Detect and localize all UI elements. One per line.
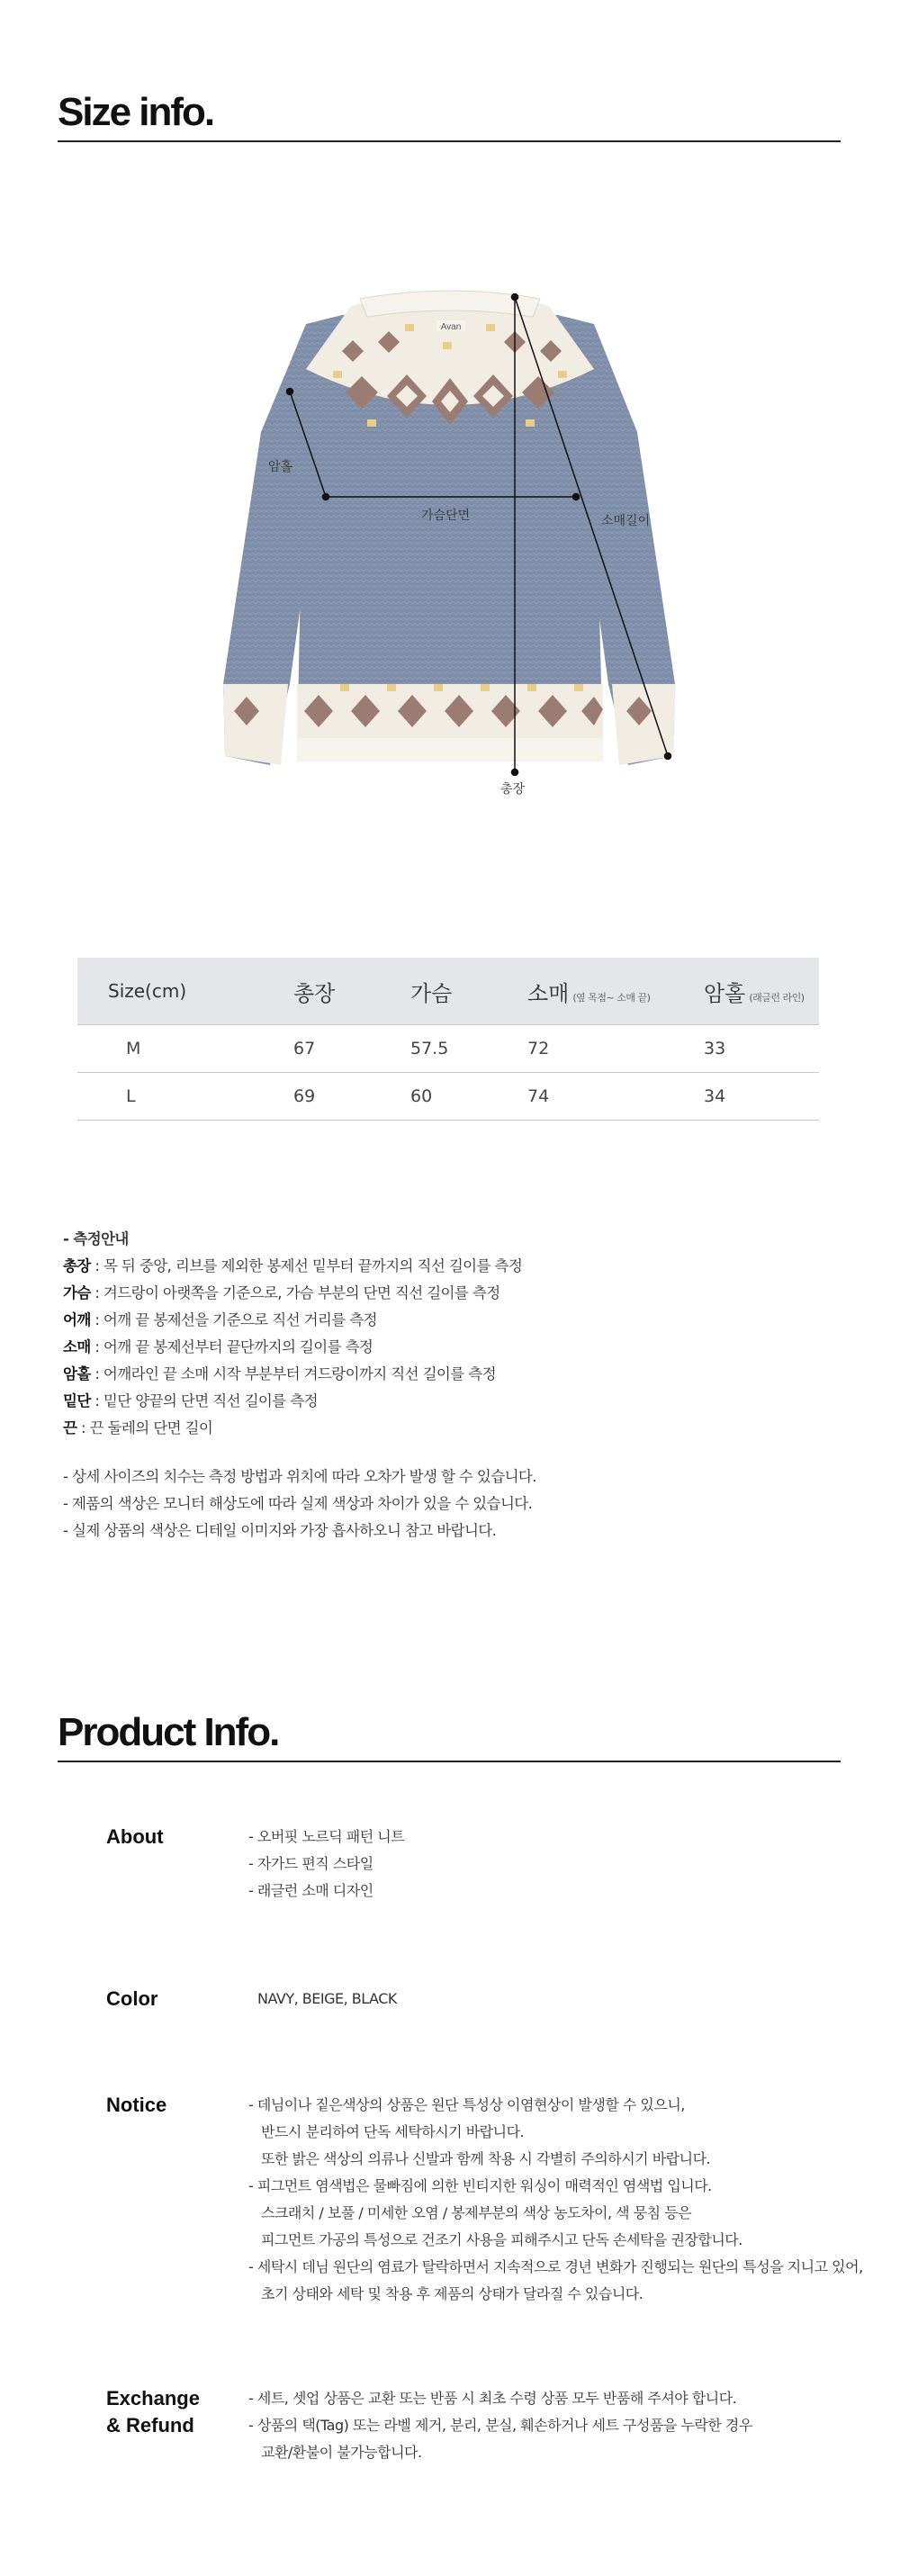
color-label: Color xyxy=(106,1987,158,2010)
sleeve-measure-label: 소매길이 xyxy=(601,514,651,528)
about-text xyxy=(248,1824,869,1905)
notice-line: 피그먼트 가공의 특성으로 건조기 사용을 피해주시고 단독 손세탁을 권장합니다. xyxy=(261,2231,742,2248)
guide-item: 총장 : 목 뒤 중앙, 리브를 제외한 봉제선 밑부터 끝까지의 직선 길이를 측정 xyxy=(63,1257,523,1274)
note-line: - 제품의 색상은 모니터 해상도에 따라 실제 색상과 차이가 있을 수 있습니다. xyxy=(63,1495,533,1512)
about-line: - 자가드 편직 스타일 xyxy=(248,1855,374,1872)
header-sleeve-note: (옆 목점~ 소매 끝) xyxy=(572,991,651,1004)
about-label: About xyxy=(106,1825,164,1848)
guide-item: 가슴 : 겨드랑이 아랫쪽을 기준으로, 가슴 부분의 단면 직선 길이를 측정 xyxy=(63,1284,500,1302)
notice-line: 반드시 분리하여 단독 세탁하시기 바랍니다. xyxy=(261,2123,525,2140)
notice-label: Notice xyxy=(106,2094,167,2116)
header-sleeve xyxy=(527,958,704,1025)
header-sleeve-label: 소매 xyxy=(527,980,570,1006)
header-size: Size(cm) xyxy=(77,958,293,1025)
table-row xyxy=(77,1073,819,1121)
exchange-line: - 상품의 택(Tag) 또는 라벨 제거, 분리, 분실, 훼손하거나 세트 구성품을 누락한 경우 xyxy=(248,2417,752,2434)
header-chest: 가슴 xyxy=(410,958,527,1025)
note-line: - 상세 사이즈의 치수는 측정 방법과 위치에 따라 오차가 발생 할 수 있습니다. xyxy=(63,1468,536,1485)
sweater-size-diagram xyxy=(207,288,693,797)
notice-line: - 세탁시 데님 원단의 염료가 탈락하면서 지속적으로 경년 변화가 진행되는 원단의 특성을 지니고 있어, xyxy=(248,2258,863,2275)
chest-measure-label: 가슴단면 xyxy=(421,509,471,523)
cell-size: L xyxy=(77,1073,293,1121)
guide-item: 암홀 : 어깨라인 끝 소매 시작 부분부터 겨드랑이까지 직선 길이를 측정 xyxy=(63,1365,496,1383)
cell-sleeve: 74 xyxy=(527,1073,704,1121)
length-measure-label: 총장 xyxy=(500,782,526,797)
about-line: - 래글런 소매 디자인 xyxy=(248,1882,374,1899)
size-info-title: Size info. xyxy=(58,90,214,134)
table-row xyxy=(77,1025,819,1073)
exchange-label-line: Exchange xyxy=(106,2387,200,2409)
cell-chest: 60 xyxy=(410,1073,527,1121)
color-value: NAVY, BEIGE, BLACK xyxy=(257,1990,397,2007)
sweater-illustration xyxy=(207,288,693,792)
cell-length: 67 xyxy=(293,1025,410,1073)
notice-line: - 데님이나 짙은색상의 상품은 원단 특성상 이염현상이 발생할 수 있으니, xyxy=(248,2096,685,2113)
header-armhole-note: (래글런 라인) xyxy=(749,991,805,1004)
guide-item: 밑단 : 밑단 양끝의 단면 직선 길이를 측정 xyxy=(63,1392,318,1410)
header-length: 총장 xyxy=(293,958,410,1025)
measurement-guide xyxy=(63,1226,837,1442)
about-line: - 오버핏 노르딕 패턴 니트 xyxy=(248,1828,405,1845)
cell-size: M xyxy=(77,1025,293,1073)
header-armhole xyxy=(704,958,819,1025)
note-line: - 실제 상품의 색상은 디테일 이미지와 가장 흡사하오니 참고 바랍니다. xyxy=(63,1522,497,1539)
notice-text xyxy=(248,2092,869,2308)
exchange-refund-text xyxy=(248,2385,869,2466)
guide-title: - 측정안내 xyxy=(63,1230,129,1247)
header-armhole-label: 암홀 xyxy=(704,980,746,1006)
notice-line: 또한 밝은 색상의 의류나 신발과 함께 착용 시 각별히 주의하시기 바랍니다. xyxy=(261,2150,711,2167)
cell-armhole: 34 xyxy=(704,1073,819,1121)
armhole-measure-label: 암홀 xyxy=(268,460,293,474)
brand-tag: Avan xyxy=(440,322,462,332)
exchange-line: - 세트, 셋업 상품은 교환 또는 반품 시 최초 수령 상품 모두 반품해 주셔야 합니다. xyxy=(248,2390,737,2407)
cell-chest: 57.5 xyxy=(410,1025,527,1073)
size-table xyxy=(77,958,819,1121)
product-info-divider xyxy=(58,1761,841,1762)
exchange-refund-label xyxy=(106,2385,200,2439)
guide-item: 어깨 : 어깨 끝 봉제선을 기준으로 직선 거리를 측정 xyxy=(63,1311,377,1329)
size-table-header xyxy=(77,958,819,1025)
notice-line: 스크래치 / 보풀 / 미세한 오염 / 봉제부분의 색상 농도차이, 색 뭉침 등은 xyxy=(261,2204,692,2221)
notice-line: 초기 상태와 세탁 및 착용 후 제품의 상태가 달라질 수 있습니다. xyxy=(261,2285,644,2302)
guide-item: 끈 : 끈 둘레의 단면 길이 xyxy=(63,1419,213,1437)
size-notes xyxy=(63,1464,837,1545)
cell-length: 69 xyxy=(293,1073,410,1121)
product-info-title: Product Info. xyxy=(58,1710,279,1754)
notice-line: - 피그먼트 염색법은 물빠짐에 의한 빈티지한 워싱이 매력적인 염색법 입니다. xyxy=(248,2177,712,2194)
guide-item: 소매 : 어깨 끝 봉제선부터 끝단까지의 길이를 측정 xyxy=(63,1338,374,1356)
exchange-line: 교환/환불이 불가능합니다. xyxy=(261,2444,422,2461)
cell-sleeve: 72 xyxy=(527,1025,704,1073)
refund-label-line: & Refund xyxy=(106,2414,194,2436)
size-info-divider xyxy=(58,140,841,142)
cell-armhole: 33 xyxy=(704,1025,819,1073)
